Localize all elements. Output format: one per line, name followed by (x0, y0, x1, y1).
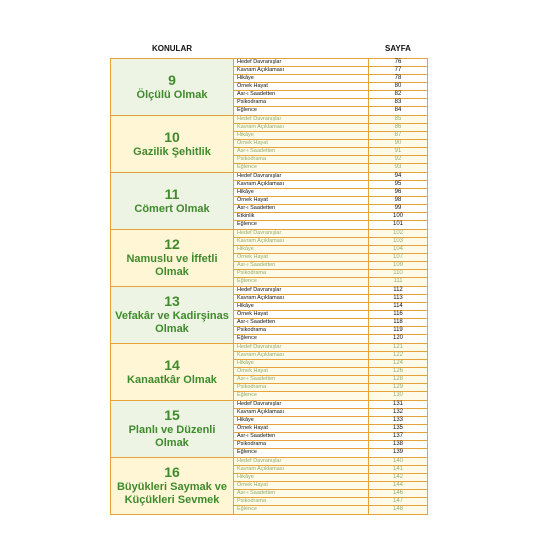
toc-row (234, 262, 427, 270)
toc-item-label: Kavram Açıklaması (234, 124, 369, 131)
toc-page-number: 90 (394, 140, 402, 146)
toc-row (234, 173, 427, 181)
toc-page-number: 129 (392, 384, 403, 390)
toc-row (234, 116, 427, 124)
toc-item-label: Hikâye (234, 417, 369, 424)
toc-item-label: Asr-ı Saadetten (234, 433, 369, 440)
toc-row (234, 246, 427, 254)
toc-table (110, 58, 428, 515)
toc-page-number: 107 (392, 254, 403, 260)
toc-row (234, 441, 427, 449)
toc-page-number: 101 (392, 221, 403, 227)
toc-page-number: 135 (392, 425, 403, 431)
topic-section (110, 344, 428, 401)
toc-page-number: 91 (394, 148, 402, 154)
toc-item-label: Asr-ı Saadetten (234, 319, 369, 326)
toc-page-number: 111 (393, 278, 403, 284)
toc-row (234, 433, 427, 441)
topic-title: Namuslu ve İffetli Olmak (126, 253, 218, 278)
toc-row (234, 156, 427, 164)
toc-item-label: Kavram Açıklaması (234, 295, 369, 302)
toc-page-number: 118 (393, 319, 403, 325)
toc-page-number: 131 (392, 401, 403, 407)
toc-item-label: Psikodrama (234, 270, 369, 277)
toc-item-label: Psikodrama (234, 441, 369, 448)
toc-page-number: 78 (394, 75, 402, 81)
toc-page-number: 116 (393, 311, 403, 317)
toc-page-number: 140 (392, 458, 403, 464)
topic-title: Vefakâr ve Kadirşinas Olmak (115, 310, 229, 335)
topic-entries (234, 458, 427, 514)
toc-row (234, 311, 427, 319)
toc-row (234, 164, 427, 172)
toc-item-label: Eğlence (234, 506, 369, 514)
toc-page-number: 142 (392, 474, 403, 480)
toc-item-label: Psikodrama (234, 156, 369, 163)
toc-item-label: Hedef Davranışlar (234, 173, 369, 180)
toc-row (234, 148, 427, 156)
toc-item-label: Hedef Davranışlar (234, 458, 369, 465)
toc-item-label: Örnek Hayat (234, 197, 369, 204)
toc-item-label: Psikodrama (234, 384, 369, 391)
toc-page-number: 76 (394, 59, 402, 65)
toc-page-number: 86 (394, 124, 402, 130)
toc-row (234, 132, 427, 140)
toc-item-label: Etkinlik (234, 213, 369, 220)
toc-page-number: 113 (393, 295, 403, 301)
toc-item-label: Hikâye (234, 303, 369, 310)
toc-row (234, 99, 427, 107)
toc-row (234, 482, 427, 490)
toc-page-number: 104 (392, 246, 403, 252)
topics-header: KONULAR (152, 44, 192, 53)
toc-row (234, 384, 427, 392)
toc-page-number: 83 (394, 99, 402, 105)
topic-section (110, 58, 428, 116)
toc-page-number: 121 (392, 344, 403, 350)
toc-row (234, 335, 427, 343)
toc-item-label: Eğlence (234, 164, 369, 172)
toc-row (234, 83, 427, 91)
toc-item-label: Asr-ı Saadetten (234, 205, 369, 212)
toc-item-label: Eğlence (234, 278, 369, 286)
toc-row (234, 490, 427, 498)
toc-item-label: Hedef Davranışlar (234, 59, 369, 66)
topic-heading (111, 59, 234, 115)
toc-item-label: Asr-ı Saadetten (234, 262, 369, 269)
toc-page-number: 98 (394, 197, 402, 203)
toc-item-label: Kavram Açıklaması (234, 181, 369, 188)
topic-heading (111, 401, 234, 457)
toc-item-label: Hikâye (234, 132, 369, 139)
topic-number: 10 (164, 128, 180, 145)
toc-page-number: 144 (392, 482, 403, 488)
toc-item-label: Eğlence (234, 335, 369, 343)
toc-page-number: 139 (392, 449, 403, 455)
toc-row (234, 107, 427, 115)
topic-heading (111, 116, 234, 172)
toc-page-number: 92 (394, 156, 402, 162)
toc-item-label: Hedef Davranışlar (234, 287, 369, 294)
topic-heading (111, 458, 234, 514)
toc-page-number: 122 (392, 352, 403, 358)
toc-row (234, 327, 427, 335)
toc-page-number: 94 (394, 173, 402, 179)
toc-item-label: Asr-ı Saadetten (234, 490, 369, 497)
toc-row (234, 124, 427, 132)
toc-item-label: Örnek Hayat (234, 83, 369, 90)
toc-row (234, 506, 427, 514)
toc-page-number: 80 (394, 83, 402, 89)
toc-item-label: Örnek Hayat (234, 254, 369, 261)
toc-page-number: 84 (394, 107, 402, 113)
topic-section (110, 287, 428, 344)
topic-heading (111, 230, 234, 286)
toc-item-label: Kavram Açıklaması (234, 67, 369, 74)
toc-row (234, 254, 427, 262)
topic-entries (234, 116, 427, 172)
toc-item-label: Kavram Açıklaması (234, 352, 369, 359)
toc-item-label: Örnek Hayat (234, 482, 369, 489)
toc-row (234, 466, 427, 474)
toc-page-number: 128 (392, 376, 403, 382)
toc-row (234, 278, 427, 286)
toc-row (234, 319, 427, 327)
topic-title: Planlı ve Düzenli Olmak (128, 424, 216, 449)
topic-entries (234, 344, 427, 400)
toc-page-number: 124 (392, 360, 403, 366)
toc-item-label: Örnek Hayat (234, 311, 369, 318)
toc-row (234, 181, 427, 189)
toc-page-number: 130 (392, 392, 403, 398)
toc-item-label: Kavram Açıklaması (234, 238, 369, 245)
topic-title: Cömert Olmak (134, 202, 210, 215)
toc-page-number: 93 (394, 164, 402, 170)
toc-page-number: 82 (394, 91, 402, 97)
topic-section (110, 173, 428, 230)
topic-heading (111, 173, 234, 229)
toc-row (234, 474, 427, 482)
toc-row (234, 205, 427, 213)
toc-row (234, 295, 427, 303)
toc-item-label: Hikâye (234, 189, 369, 196)
toc-item-label: Asr-ı Saadetten (234, 148, 369, 155)
toc-page-number: 147 (392, 498, 403, 504)
toc-row (234, 303, 427, 311)
toc-row (234, 392, 427, 400)
toc-row (234, 401, 427, 409)
topic-number: 14 (164, 356, 180, 373)
toc-row (234, 197, 427, 205)
topic-number: 15 (164, 407, 180, 423)
page-header: SAYFA (385, 44, 411, 53)
topic-section (110, 116, 428, 173)
toc-page-number: 85 (394, 116, 402, 122)
toc-item-label: Psikodrama (234, 498, 369, 505)
toc-row (234, 360, 427, 368)
toc-row (234, 449, 427, 457)
toc-item-label: Eğlence (234, 107, 369, 115)
toc-item-label: Kavram Açıklaması (234, 409, 369, 416)
toc-item-label: Eğlence (234, 221, 369, 229)
toc-row (234, 140, 427, 148)
toc-page-number: 99 (394, 205, 402, 211)
topic-entries (234, 59, 427, 115)
toc-row (234, 498, 427, 506)
topic-heading (111, 344, 234, 400)
topic-section (110, 458, 428, 515)
toc-page-number: 102 (392, 230, 403, 236)
toc-row (234, 75, 427, 83)
toc-page-number: 138 (392, 441, 403, 447)
toc-row (234, 417, 427, 425)
toc-item-label: Hedef Davranışlar (234, 116, 369, 123)
toc-item-label: Hikâye (234, 246, 369, 253)
toc-item-label: Hedef Davranışlar (234, 344, 369, 351)
toc-page-number: 95 (394, 181, 402, 187)
toc-page-number: 103 (392, 238, 403, 244)
topic-title: Büyükleri Saymak ve Küçükleri Sevmek (116, 481, 228, 506)
toc-item-label: Hikâye (234, 360, 369, 367)
toc-page-number: 100 (392, 213, 403, 219)
toc-page-number: 119 (393, 327, 403, 333)
toc-row (234, 376, 427, 384)
toc-item-label: Hikâye (234, 474, 369, 481)
toc-item-label: Asr-ı Saadetten (234, 376, 369, 383)
toc-row (234, 189, 427, 197)
toc-item-label: Hikâye (234, 75, 369, 82)
toc-row (234, 368, 427, 376)
topic-title: Kanaatkâr Olmak (127, 373, 217, 386)
toc-row (234, 287, 427, 295)
toc-page-number: 120 (392, 335, 403, 341)
toc-page-number: 109 (392, 262, 403, 268)
toc-page-number: 132 (392, 409, 403, 415)
toc-page-number: 77 (394, 67, 402, 73)
topic-number: 12 (164, 236, 180, 252)
topic-number: 9 (168, 71, 176, 88)
toc-item-label: Eğlence (234, 392, 369, 400)
toc-item-label: Psikodrama (234, 99, 369, 106)
topic-number: 13 (164, 293, 180, 309)
toc-item-label: Örnek Hayat (234, 425, 369, 432)
toc-page-number: 87 (394, 132, 402, 138)
toc-item-label: Hedef Davranışlar (234, 230, 369, 237)
toc-page-number: 126 (392, 368, 403, 374)
toc-page-number: 114 (393, 303, 403, 309)
toc-item-label: Hedef Davranışlar (234, 401, 369, 408)
toc-row (234, 67, 427, 75)
toc-row (234, 344, 427, 352)
topic-entries (234, 287, 427, 343)
topic-section (110, 401, 428, 458)
topic-section (110, 230, 428, 287)
topic-entries (234, 230, 427, 286)
toc-item-label: Örnek Hayat (234, 140, 369, 147)
toc-row (234, 409, 427, 417)
toc-row (234, 425, 427, 433)
toc-page-number: 133 (392, 417, 403, 423)
toc-page-number: 96 (394, 189, 402, 195)
toc-page-number: 137 (392, 433, 403, 439)
topic-entries (234, 173, 427, 229)
topic-number: 16 (164, 464, 180, 480)
toc-item-label: Psikodrama (234, 327, 369, 334)
toc-page-number: 148 (392, 506, 403, 512)
toc-item-label: Örnek Hayat (234, 368, 369, 375)
toc-page-number: 146 (392, 490, 403, 496)
toc-row (234, 270, 427, 278)
toc-row (234, 221, 427, 229)
toc-row (234, 230, 427, 238)
toc-row (234, 213, 427, 221)
topic-title: Ölçülü Olmak (136, 88, 208, 101)
toc-row (234, 458, 427, 466)
toc-row (234, 59, 427, 67)
toc-item-label: Asr-ı Saadetten (234, 91, 369, 98)
topic-heading (111, 287, 234, 343)
toc-item-label: Eğlence (234, 449, 369, 457)
toc-page-number: 110 (393, 270, 403, 276)
toc-item-label: Kavram Açıklaması (234, 466, 369, 473)
toc-row (234, 352, 427, 360)
toc-page-number: 112 (393, 287, 403, 293)
topic-entries (234, 401, 427, 457)
toc-page-number: 141 (392, 466, 403, 472)
topic-number: 11 (164, 185, 180, 202)
toc-row (234, 238, 427, 246)
toc-row (234, 91, 427, 99)
topic-title: Gazilik Şehitlik (133, 145, 211, 158)
